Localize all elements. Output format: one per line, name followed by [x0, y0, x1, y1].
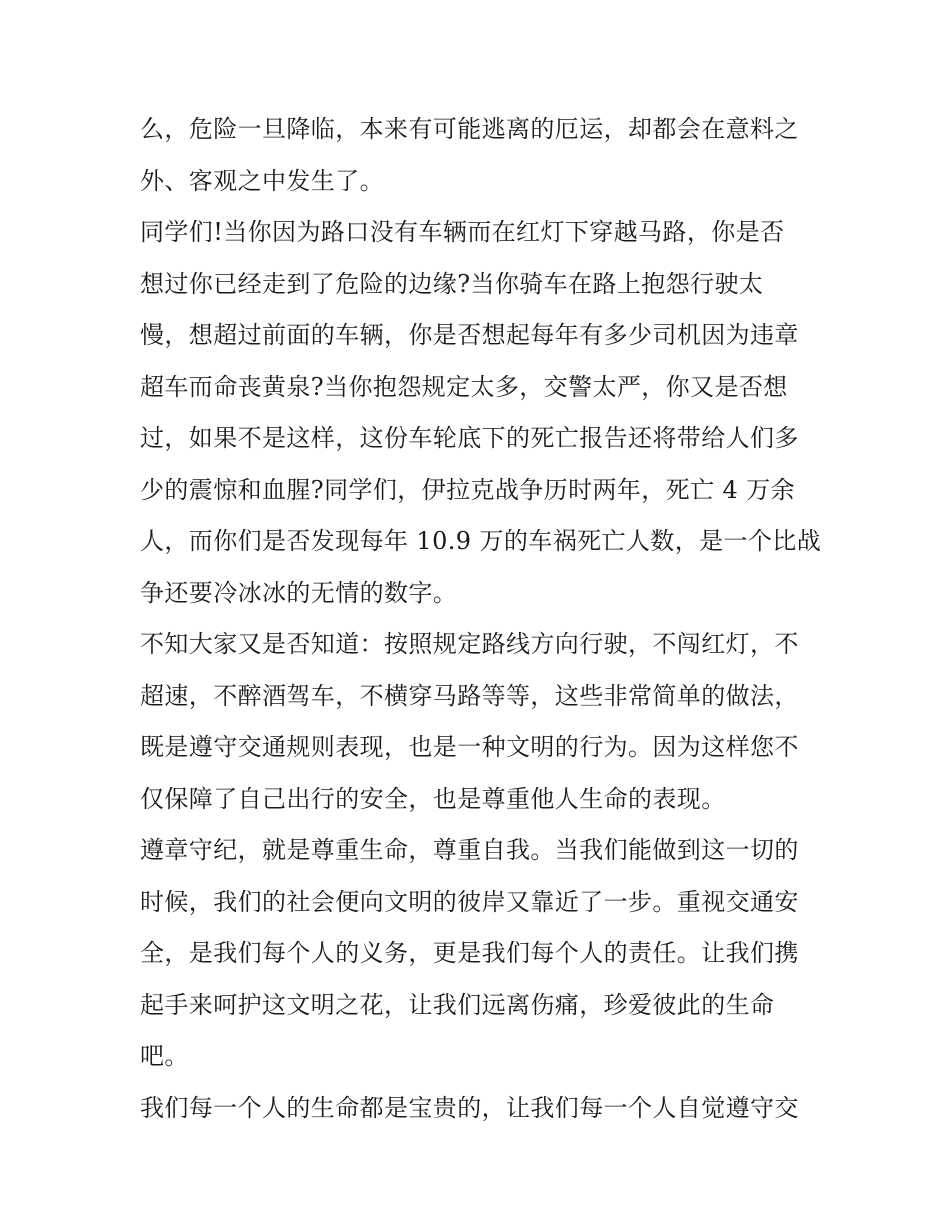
text-line: 少的震惊和血腥?同学们，伊拉克战争历时两年，死亡 4 万余 — [140, 475, 795, 504]
text-line: 全，是我们每个人的义务，更是我们每个人的责任。让我们携 — [140, 939, 799, 967]
text-line: 人，而你们是否发现每年 10.9 万的车祸死亡人数，是一个比战 — [140, 527, 822, 555]
text-line: 我们每一个人的生命都是宝贵的，让我们每一个人自觉遵守交 — [140, 1093, 799, 1122]
paragraph — [140, 1083, 818, 1135]
text-line: 慢，想超过前面的车辆，你是否想起每年有多少司机因为违章 — [140, 321, 799, 349]
paragraph — [140, 207, 822, 619]
paragraph — [140, 825, 818, 1083]
text-line: 外、客观之中发生了。 — [140, 166, 384, 195]
text-line: 想过你已经走到了危险的边缘?当你骑车在路上抱怨行驶太 — [140, 269, 764, 298]
text-line: 同学们!当你因为路口没有车辆而在红灯下穿越马路，你是否 — [140, 218, 785, 246]
text-line: 超车而命丧黄泉?当你抱怨规定太多，交警太严，你又是否想 — [140, 372, 788, 401]
text-line: 吧。 — [140, 1042, 189, 1070]
text-line: 起手来呵护这文明之花，让我们远离伤痛，珍爱彼此的生命 — [140, 990, 775, 1019]
document-body — [140, 104, 822, 1134]
text-line: 仅保障了自己出行的安全，也是尊重他人生命的表现。 — [140, 784, 726, 813]
text-line: 既是遵守交通规则表现，也是一种文明的行为。因为这样您不 — [140, 733, 799, 761]
text-line: 时候，我们的社会便向文明的彼岸又靠近了一步。重视交通安 — [140, 887, 799, 916]
text-line: 遵章守纪，就是尊重生命，尊重自我。当我们能做到这一切的 — [140, 836, 799, 864]
paragraph — [140, 619, 818, 825]
text-line: 争还要冷冰冰的无情的数字。 — [140, 578, 458, 607]
text-line: 不知大家又是否知道：按照规定路线方向行驶，不闯红灯，不 — [140, 630, 799, 658]
text-line: 过，如果不是这样，这份车轮底下的死亡报告还将带给人们多 — [140, 424, 799, 452]
paragraph — [140, 104, 818, 207]
text-line: 超速，不醉酒驾车，不横穿马路等等，这些非常简单的做法， — [140, 681, 799, 710]
text-line: 么，危险一旦降临，本来有可能逃离的厄运，却都会在意料之 — [140, 115, 799, 143]
